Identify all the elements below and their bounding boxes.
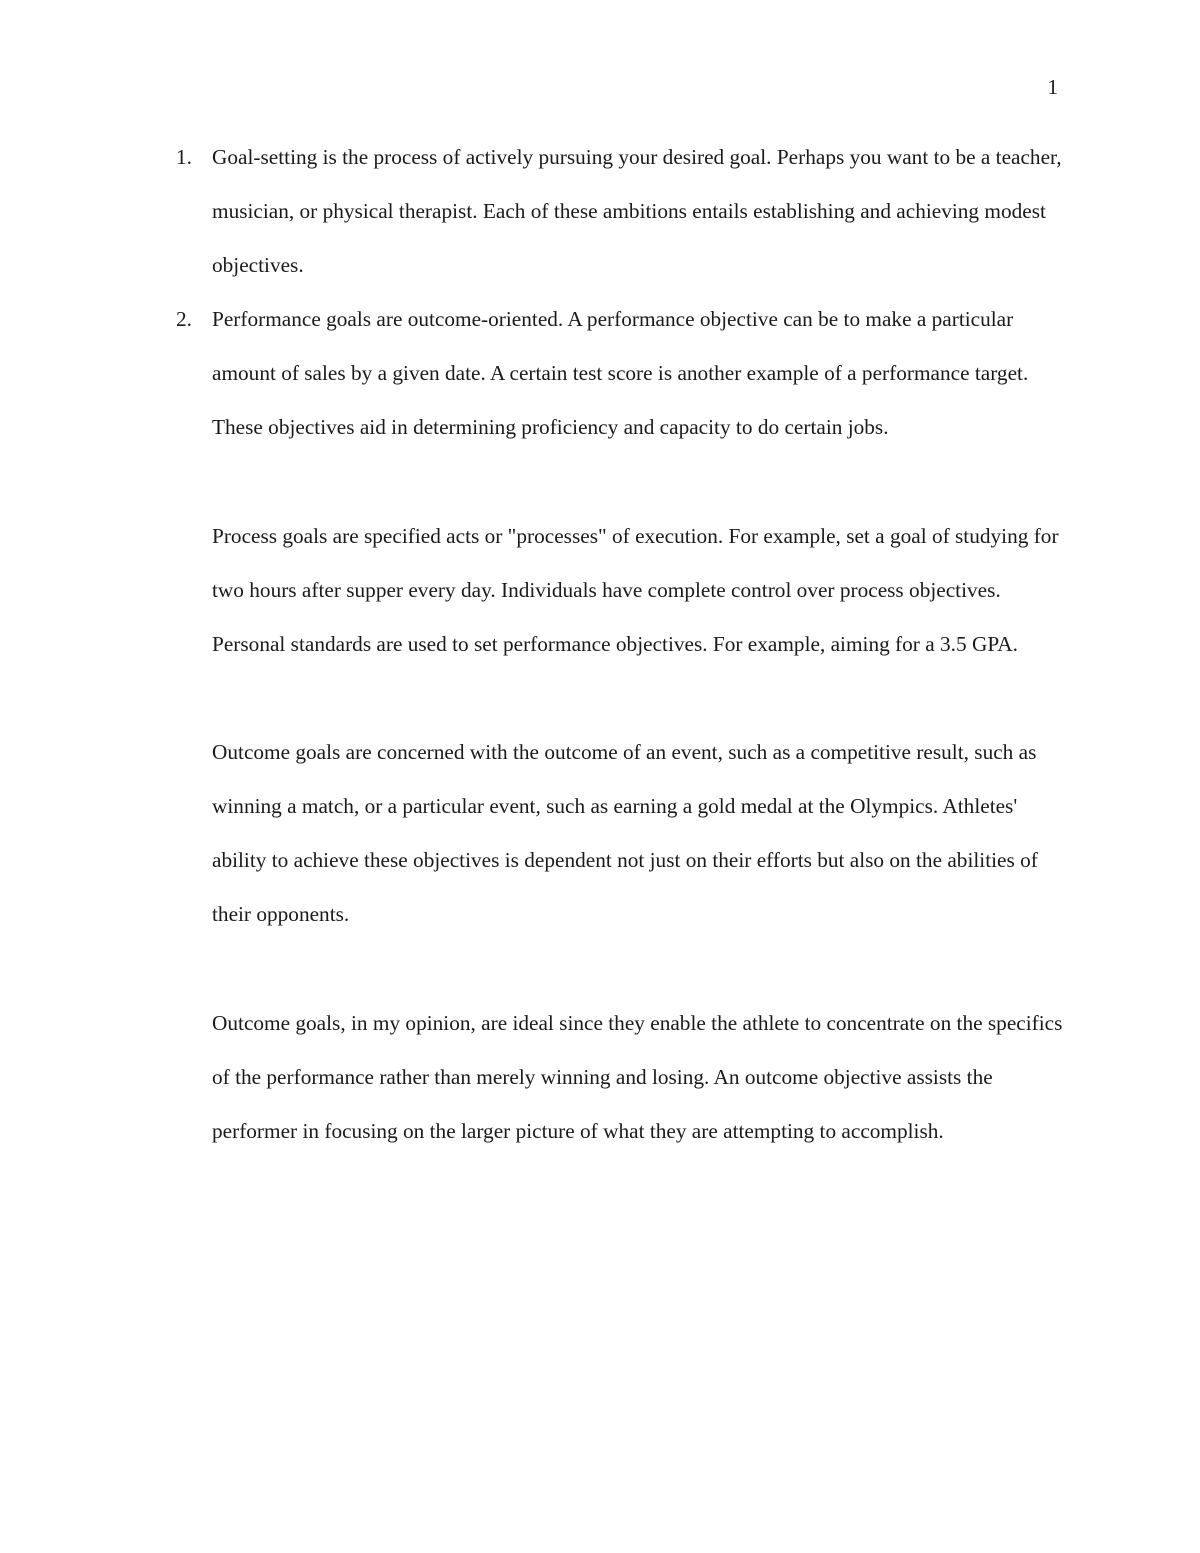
list-item [176, 130, 1072, 292]
list-item-text: Performance goals are outcome-oriented. A performance objective can be to make a particular amount of sales by a given date. A certain test score is another example of a performance target. These objectives aid in determining proficiency and capacity to do certain jobs. [212, 307, 1029, 440]
list-item-number: 1. [176, 145, 192, 169]
list-item-text: Goal-setting is the process of actively pursuing your desired goal. Perhaps you want to be a teacher, musician, or physical therapist. Each of these ambitions entails establishing and achieving modest objectives. [212, 145, 1062, 278]
paragraph-outcome-goals: Outcome goals are concerned with the outcome of an event, such as a competitive result, such as winning a match, or a particular event, such as earning a gold medal at the Olympics. Athletes' ability to achieve these objectives is dependent not just on their efforts but also on the abilities of their opponents. [212, 740, 1038, 927]
paragraph-process-goals: Process goals are specified acts or "processes" of execution. For example, set a goal of studying for two hours after supper every day. Individuals have complete control over process objectives. Personal standards are used to set performance objectives. For example, aiming for a 3.5 GPA. [212, 523, 1059, 656]
numbered-list [176, 130, 1072, 455]
paragraph-opinion: Outcome goals, in my opinion, are ideal since they enable the athlete to concentrate on the specifics of the performance rather than merely winning and losing. An outcome objective assists the performer in focusing on the larger picture of what they are attempting to accomplish. [212, 1010, 1063, 1143]
list-item [176, 292, 1072, 454]
list-item-number: 2. [176, 307, 192, 332]
paragraph-spacer [212, 671, 1072, 725]
document-body [176, 130, 1072, 1158]
page-number: 1 [1047, 75, 1058, 99]
paragraph-spacer [212, 455, 1072, 509]
paragraph-spacer [212, 941, 1072, 995]
